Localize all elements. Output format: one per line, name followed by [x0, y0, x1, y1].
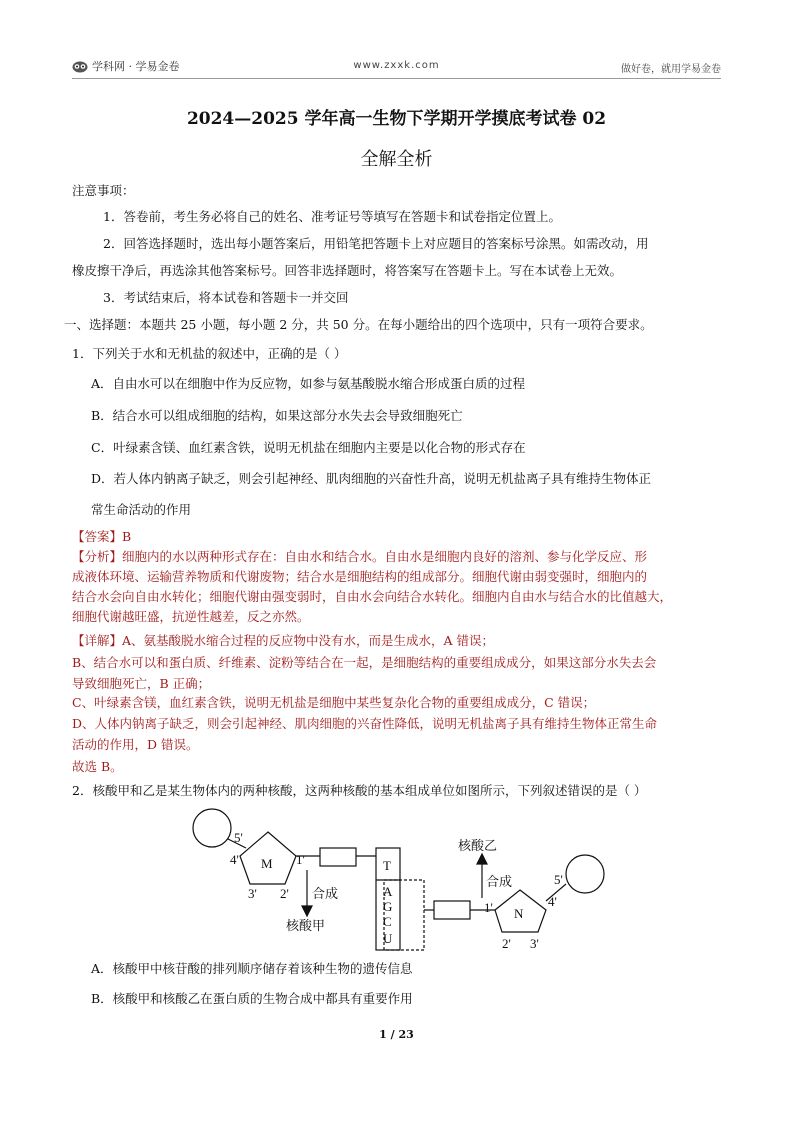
synth-label-right: 合成 — [486, 874, 513, 889]
phosphate-left — [193, 809, 231, 847]
carbon-label: 3' — [248, 886, 257, 901]
detail-line: 故选 B。 — [72, 759, 123, 774]
carbon-label: 1' — [484, 900, 493, 915]
detail-line: 【详解】A、氨基酸脱水缩合过程的反应物中没有水，而是生成水，A 错误； — [72, 633, 495, 648]
option-b: B．核酸甲和核酸乙在蛋白质的生物合成中都具有重要作用 — [91, 991, 413, 1006]
analysis-line: 细胞代谢越旺盛，抗逆性越差，反之亦然。 — [72, 609, 310, 624]
synth-label-left: 合成 — [312, 886, 339, 901]
base-label: G — [383, 899, 393, 914]
base-right — [434, 901, 470, 919]
base-left — [320, 848, 356, 866]
header-slogan: 做好卷，就用学易金卷 — [621, 64, 721, 75]
product-right-label: 核酸乙 — [458, 838, 498, 853]
option-a: A．自由水可以在细胞中作为反应物，如参与氨基酸脱水缩合形成蛋白质的过程 — [91, 376, 526, 391]
option-d-cont: 常生命活动的作用 — [91, 502, 192, 517]
detail-line: C、叶绿素含镁，血红素含铁，说明无机盐是细胞中某些复杂化合物的重要组成成分，C 错误； — [72, 695, 596, 710]
detail-line: 导致细胞死亡，B 正确； — [72, 676, 211, 691]
base-label: C — [383, 914, 392, 929]
page-header — [72, 56, 721, 79]
base-label: U — [383, 931, 393, 946]
page-number: 1 / 23 — [379, 1028, 414, 1041]
carbon-label: 4' — [548, 894, 557, 909]
arrow-down-icon — [302, 906, 312, 916]
detail-line: D、人体内钠离子缺乏，则会引起神经、肌肉细胞的兴奋性降低，说明无机盐离子具有维持生物体正常生命 — [72, 716, 658, 731]
base-label: T — [383, 858, 391, 873]
phosphate-right — [566, 855, 604, 893]
notice-item: 橡皮擦干净后，再选涂其他答案标号。回答非选择题时，将答案写在答题卡上。写在本试卷上无效。 — [72, 263, 623, 278]
sugar-left-label: M — [261, 856, 273, 871]
detail-line: B、结合水可以和蛋白质、纤维素、淀粉等结合在一起，是细胞结构的重要组成成分，如果这部分水失去会 — [72, 655, 657, 670]
option-a: A．核酸甲中核苷酸的排列顺序储存着该种生物的遗传信息 — [91, 961, 413, 976]
analysis-line: 【分析】细胞内的水以两种形式存在：自由水和结合水。自由水是细胞内良好的溶剂、参与化学反应、形 — [72, 549, 648, 564]
option-b: B．结合水可以组成细胞的结构，如果这部分水失去会导致细胞死亡 — [91, 408, 463, 423]
carbon-label: 2' — [280, 886, 289, 901]
question-stem: 2．核酸甲和乙是某生物体内的两种核酸，这两种核酸的基本组成单位如图所示，下列叙述错误的是（ ） — [72, 783, 647, 798]
site-url: www.zxxk.com — [353, 60, 440, 71]
notice-item: 3．考试结束后，将本试卷和答题卡一并交回 — [103, 290, 349, 305]
carbon-label: 5' — [554, 872, 563, 887]
analysis-line: 成液体环境、运输营养物质和代谢废物；结合水是细胞结构的组成部分。细胞代谢由弱变强时，细胞内的 — [72, 569, 648, 584]
carbon-label: 4' — [230, 852, 239, 867]
product-left-label: 核酸甲 — [286, 918, 326, 933]
base-label: A — [383, 884, 393, 899]
sugar-right-label: N — [514, 906, 524, 921]
carbon-label: 3' — [530, 936, 539, 951]
logo-text: 学科网 · 学易金卷 — [92, 60, 180, 73]
detail-line: 活动的作用，D 错误。 — [72, 737, 199, 752]
section-heading: 一、选择题：本题共 25 小题，每小题 2 分，共 50 分。在每小题给出的四个选项中，只有一项符合要求。 — [64, 317, 653, 332]
notice-heading: 注意事项： — [72, 183, 135, 198]
carbon-label: 5' — [234, 830, 243, 845]
answer-label: 【答案】B — [72, 529, 132, 544]
exam-title: 2024—2025 学年高一生物下学期开学摸底考试卷 02 — [186, 109, 607, 129]
nucleotide-diagram — [190, 806, 610, 954]
notice-item: 2．回答选择题时，选出每小题答案后，用铅笔把答题卡上对应题目的答案标号涂黑。如需改动，用 — [103, 236, 649, 251]
carbon-label: 1' — [296, 852, 305, 867]
analysis-line: 结合水会向自由水转化；细胞代谢由强变弱时，自由水会向结合水转化。细胞内自由水与结合水的比值越大， — [72, 589, 673, 604]
carbon-label: 2' — [502, 936, 511, 951]
notice-item: 1．答卷前，考生务必将自己的姓名、准考证号等填写在答题卡和试卷指定位置上。 — [103, 209, 561, 224]
exam-subtitle: 全解全析 — [360, 149, 433, 170]
question-stem: 1．下列关于水和无机盐的叙述中，正确的是（ ） — [72, 346, 347, 361]
arrow-up-icon — [477, 854, 487, 864]
option-d: D．若人体内钠离子缺乏，则会引起神经、肌肉细胞的兴奋性升高，说明无机盐离子具有维持生物体正 — [91, 471, 652, 486]
option-c: C．叶绿素含镁、血红素含铁，说明无机盐在细胞内主要是以化合物的形式存在 — [91, 440, 526, 455]
